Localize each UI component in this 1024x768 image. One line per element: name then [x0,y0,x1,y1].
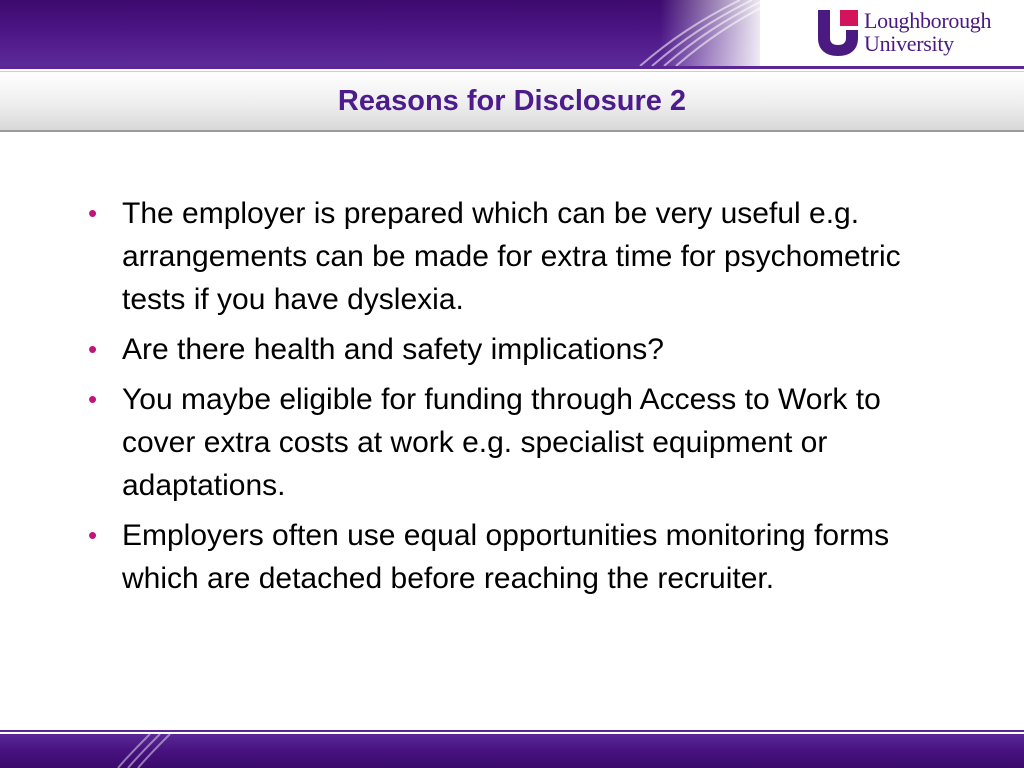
footer-swoosh-decoration [0,734,1024,768]
header-banner [0,0,1024,66]
university-logo [864,9,991,55]
bullet-text: Employers often use equal opportunities monitoring forms which are detached before reaching the recruiter. [122,519,890,595]
bullet-text: Are there health and safety implications? [122,333,664,366]
bullet-item [82,514,962,600]
bullet-item [82,192,962,321]
bullet-icon: • [88,520,98,550]
bullet-item [82,328,962,371]
logo-line-2: University [864,31,954,56]
title-bar [0,71,1024,132]
bullet-icon: • [88,334,98,364]
footer-banner [0,734,1024,768]
bullet-item [82,378,962,507]
slide-content [82,192,962,607]
logo-line-1: Loughborough [864,8,992,33]
bullet-text: You maybe eligible for funding through Access to Work to cover extra costs at work e.g. specialist equipment or adaptations. [122,383,881,502]
bullet-list [82,192,962,600]
bullet-icon: • [88,384,98,414]
footer-divider [0,730,1024,732]
slide-title: Reasons for Disclosure 2 [337,85,687,117]
header-divider [0,66,1024,69]
bullet-text: The employer is prepared which can be very useful e.g. arrangements can be made for extra time for psychometric tests if you have dyslexia. [122,197,901,316]
university-shield-icon [818,10,858,56]
bullet-icon: • [88,198,98,228]
